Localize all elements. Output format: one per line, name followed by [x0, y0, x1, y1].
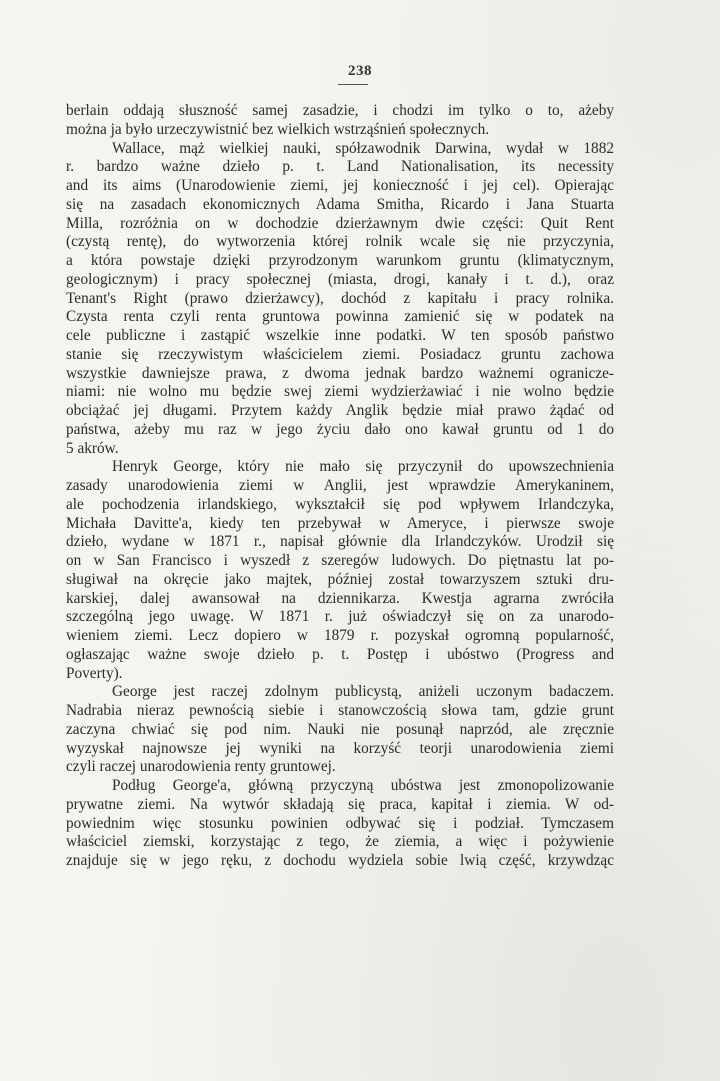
- text-line: berlain oddają słuszność samej zasadzie, i chodzi im tylko o to, ażeby: [66, 102, 614, 119]
- text-line: ogłaszając ważne swoje dzieło p. t. Postęp i ubóstwo (Progress and: [66, 645, 614, 663]
- text-line: wszystkie dawniejsze prawa, z dwoma jednak bardzo ważnemi ogranicze-: [66, 364, 614, 382]
- text-line: Czysta renta czyli renta gruntowa powinna zamienić się w podatek na: [66, 308, 614, 326]
- text-line: a która powstaje dzięki przyrodzonym warunkom gruntu (klimatycznym,: [66, 252, 614, 269]
- text-line: stanie się rzeczywistym właścicielem ziemi. Posiadacz gruntu zachowa: [66, 345, 614, 363]
- text-line: Nadrabia nieraz pewnością siebie i stanowczością słowa tam, gdzie grunt: [66, 702, 614, 719]
- text-line: Poverty).: [66, 664, 123, 682]
- text-line: zaczyna chwiać się pod nim. Nauki nie posunął naprzód, ale zręcznie: [66, 720, 614, 738]
- text-line: George jest raczej zdolnym publicystą, aniżeli uczonym badaczem.: [112, 683, 614, 701]
- text-line: wyzyskał najnowsze jej wyniki na korzyść teorji unarodowienia ziemi: [66, 739, 614, 757]
- text-line: Podług George'a, główną przyczyną ubóstwa jest zmonopolizowanie: [112, 777, 614, 794]
- text-line: prywatne ziemi. Na wytwór składają się praca, kapitał i ziemia. W od-: [66, 795, 614, 813]
- text-line: czyli raczej unarodowienia renty gruntowej.: [66, 758, 336, 776]
- page-number-rule: [338, 84, 368, 85]
- text-line: karskiej, dalej awansował na dziennikarza. Kwestja agrarna zwróciła: [66, 589, 614, 607]
- text-line: on w San Francisco i wyszedł z szeregów ludowych. Do piętnastu lat po-: [66, 552, 614, 569]
- text-line: obciążać jej długami. Przytem każdy Anglik będzie miał prawo żądać od: [66, 402, 614, 419]
- text-line: szczególną jego uwagę. W 1871 r. już oświadczył się on za unarodo-: [66, 608, 614, 626]
- text-line: niami: nie wolno mu będzie swej ziemi wydzierżawiać i nie wolno będzie: [66, 383, 614, 401]
- text-line: ale pochodzenia irlandskiego, wykształcił się pod wpływem Irlandczyka,: [66, 495, 614, 513]
- text-line: znajduje się w jego ręku, z dochodu wydziela sobie lwią część, krzywdząc: [66, 852, 614, 869]
- text-line: powiednim więc stosunku powinien odbywać się i podział. Tymczasem: [66, 814, 614, 832]
- text-line: Henryk George, który nie mało się przyczynił do upowszechnienia: [112, 458, 614, 476]
- text-line: dzieło, wydane w 1871 r., napisał głównie dla Irlandczyków. Urodził się: [66, 533, 614, 551]
- text-line: Milla, rozróżnia on w dochodzie dzierżawnym dwie części: Quit Rent: [66, 214, 614, 232]
- text-line: zasady unarodowienia ziemi w Anglii, jest wprawdzie Amerykaninem,: [66, 477, 614, 494]
- text-line: (czystą rentę), do wytworzenia której rolnik wcale się nie przyczynia,: [66, 233, 614, 251]
- text-line: r. bardzo ważne dzieło p. t. Land Nationalisation, its necessity: [66, 158, 614, 176]
- text-line: and its aims (Unarodowienie ziemi, jej konieczność i jej cel). Opierając: [66, 177, 614, 194]
- text-line: państwa, ażeby mu raz w jego życiu dało ono kawał gruntu od 1 do: [66, 420, 614, 438]
- text-line: Tenant's Right (prawo dzierżawcy), dochód z kapitału i pracy rolnika.: [66, 289, 614, 307]
- text-line: można ja było urzeczywistnić bez wielkich wstrząśnień społecznych.: [66, 120, 490, 138]
- page-number: 238: [348, 63, 372, 79]
- text-line: Wallace, mąż wielkiej nauki, spółzawodnik Darwina, wydał w 1882: [112, 139, 614, 157]
- text-line: właściciel ziemski, korzystając z tego, że ziemia, a więc i pożywienie: [66, 833, 614, 851]
- text-line: wieniem ziemi. Lecz dopiero w 1879 r. pozyskał ogromną popularność,: [66, 627, 614, 644]
- text-line: geologicznym) i pracy społecznej (miasta, drogi, kanały i t. d.), oraz: [66, 270, 614, 288]
- body-text: [66, 102, 614, 871]
- text-line: sługiwał na okręcie jako majtek, później został towarzyszem sztuki dru-: [66, 570, 614, 588]
- text-line: cele publiczne i zastąpić wszelkie inne podatki. W ten sposób państwo: [66, 327, 614, 344]
- text-line: Michała Davitte'a, kiedy ten przebywał w Ameryce, i pierwsze swoje: [66, 514, 614, 532]
- text-line: 5 akrów.: [66, 439, 119, 457]
- text-line: się na zasadach ekonomicznych Adama Smitha, Ricardo i Jana Stuarta: [66, 195, 614, 213]
